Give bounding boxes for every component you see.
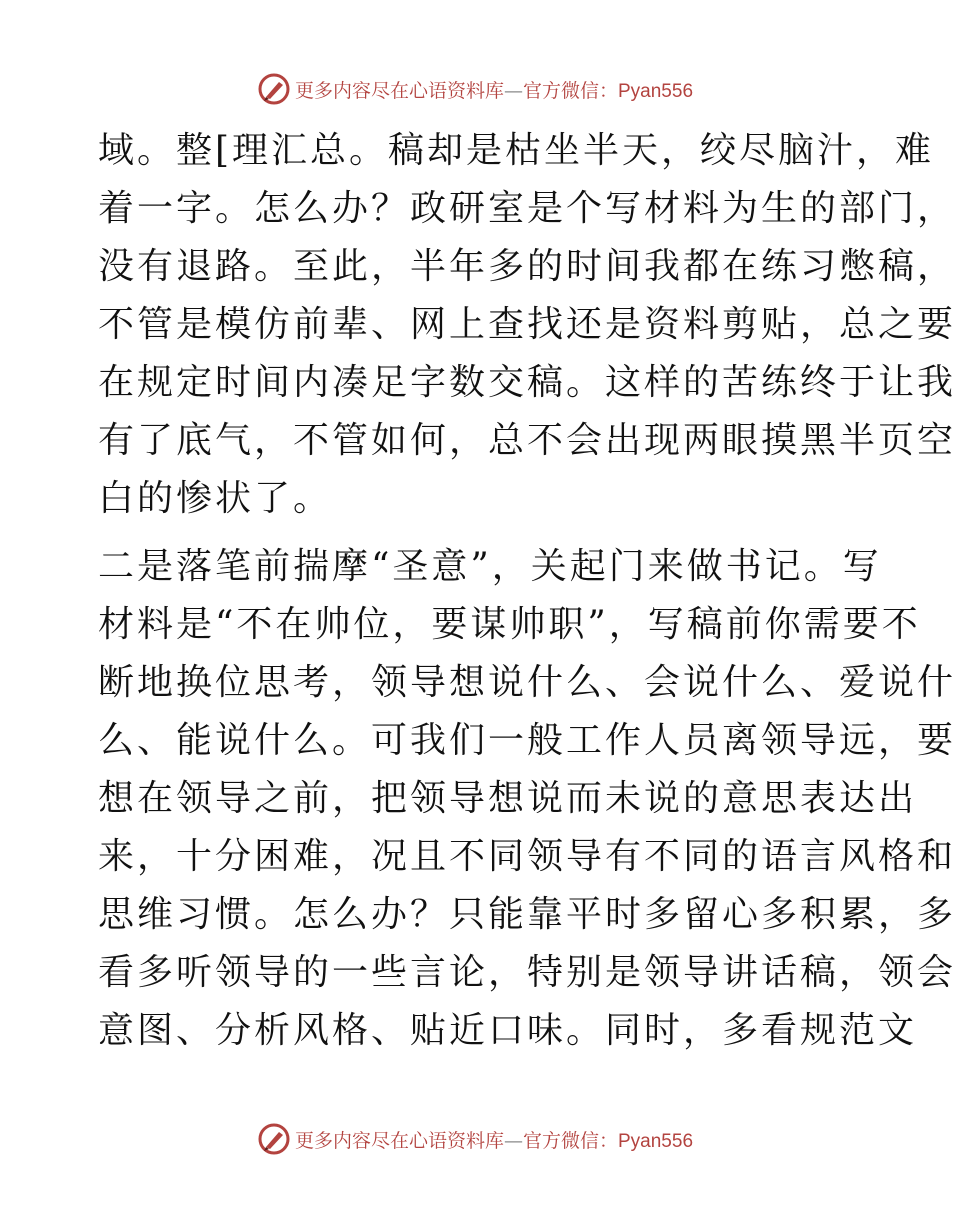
- footer-wechat-id: Pyan556: [618, 1130, 694, 1152]
- header-wechat-id: Pyan556: [618, 80, 694, 102]
- text-line: 有了底气，不管如何，总不会出现两眼摸黑半页空: [98, 420, 956, 461]
- text-line: 着一字。怎么办？政研室是个写材料为生的部门，: [98, 188, 956, 229]
- header-banner: [0, 72, 950, 106]
- header-separator: —: [503, 79, 523, 102]
- footer-banner: [0, 1122, 950, 1156]
- text-line: 看多听领导的一些言论，特别是领导讲话稿，领会: [98, 952, 956, 993]
- text-line: 在规定时间内凑足字数交稿。这样的苦练终于让我: [98, 362, 956, 403]
- footer-wechat-label: 官方微信：: [522, 1129, 618, 1152]
- text-line: 想在领导之前，把领导想说而未说的意思表达出: [98, 778, 918, 819]
- text-line: 材料是“不在帅位，要谋帅职”，写稿前你需要不: [98, 604, 921, 645]
- paragraph-1: [98, 122, 956, 528]
- header-slogan: 更多内容尽在心语资料库: [294, 79, 504, 102]
- footer-banner-text: [295, 1126, 693, 1153]
- text-line: 断地换位思考，领导想说什么、会说什么、爱说什: [98, 662, 956, 703]
- pen-logo-icon: [257, 1122, 291, 1156]
- text-line: 么、能说什么。可我们一般工作人员离领导远，要: [98, 720, 956, 761]
- text-line: 域。整[理汇总。稿却是枯坐半天，绞尽脑汁，难: [98, 130, 935, 171]
- header-wechat-label: 官方微信：: [522, 79, 618, 102]
- text-line: 意图、分析风格、贴近口味。同时，多看规范文: [98, 1010, 918, 1051]
- text-line: 思维习惯。怎么办？只能靠平时多留心多积累，多: [98, 894, 956, 935]
- text-line: 白的惨状了。: [98, 478, 333, 519]
- header-banner-text: [295, 76, 693, 103]
- pen-logo-icon: [257, 72, 291, 106]
- text-line: 不管是模仿前辈、网上查找还是资料剪贴，总之要: [98, 304, 956, 345]
- paragraph-2: [98, 538, 956, 1060]
- document-body: [98, 122, 956, 1060]
- footer-slogan: 更多内容尽在心语资料库: [294, 1129, 504, 1152]
- text-line: 来，十分困难，况且不同领导有不同的语言风格和: [98, 836, 956, 877]
- footer-separator: —: [503, 1129, 523, 1152]
- text-line: 二是落笔前揣摩“圣意”，关起门来做书记。写: [98, 546, 882, 587]
- text-line: 没有退路。至此，半年多的时间我都在练习憋稿，: [98, 246, 956, 287]
